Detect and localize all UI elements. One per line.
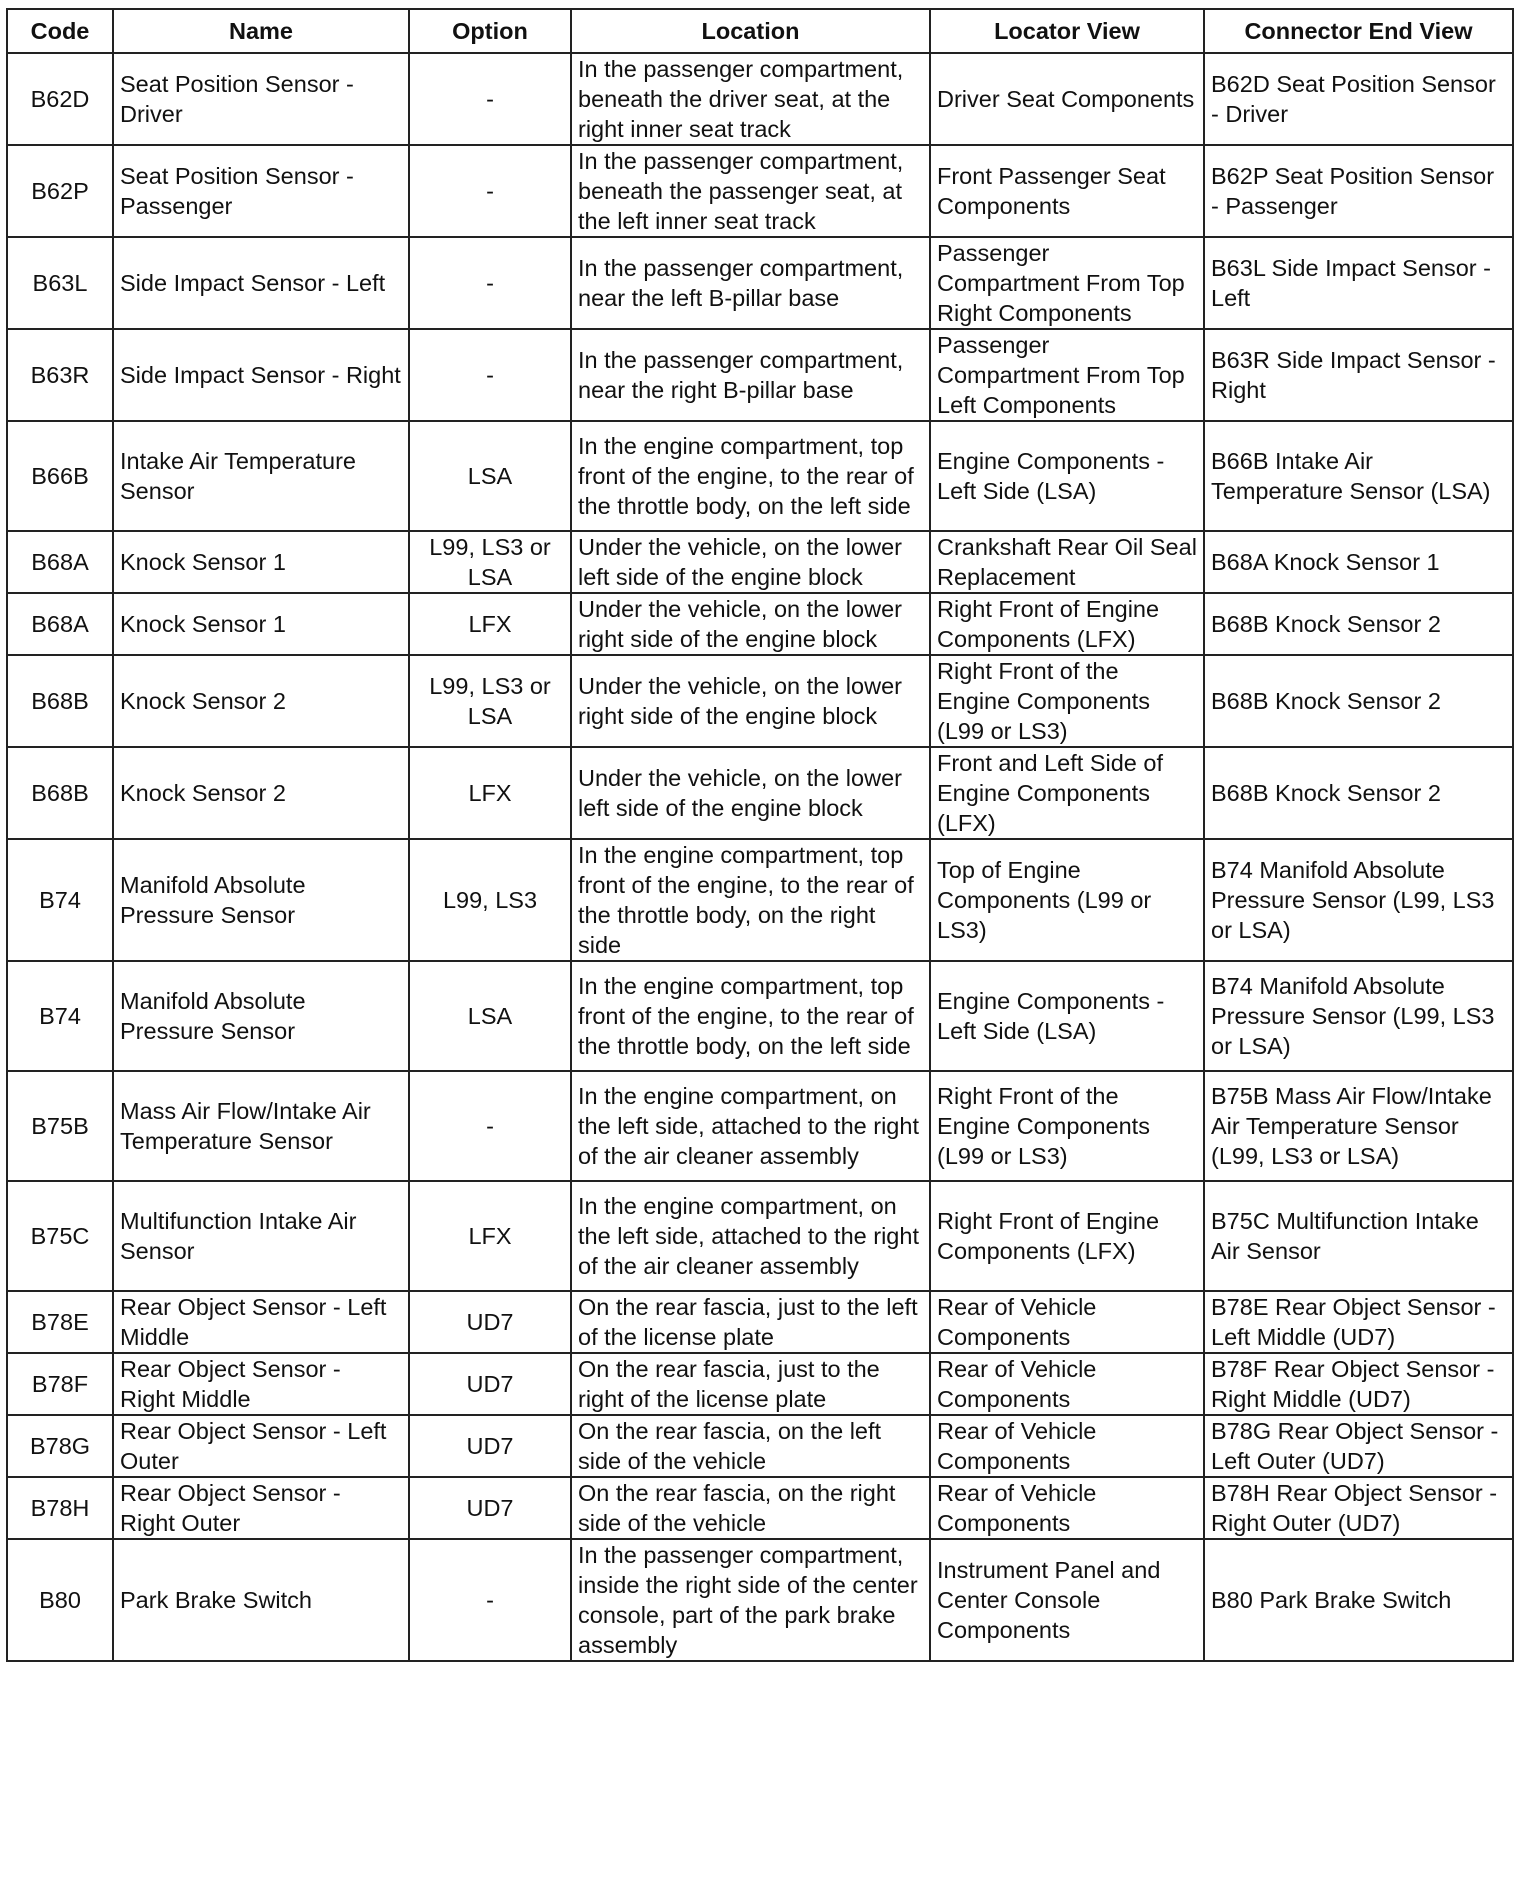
table-row (7, 1415, 1513, 1477)
code-cell: B74 (7, 839, 113, 961)
code-cell: B78H (7, 1477, 113, 1539)
name-cell: Side Impact Sensor - Left (113, 237, 409, 329)
header-code: Code (7, 9, 113, 53)
option-cell: UD7 (409, 1477, 571, 1539)
option-cell: - (409, 1071, 571, 1181)
name-cell: Seat Position Sensor - Driver (113, 53, 409, 145)
locator-view-cell: Front Passenger Seat Components (930, 145, 1204, 237)
code-cell: B63L (7, 237, 113, 329)
locator-view-cell: Front and Left Side of Engine Components (LFX) (930, 747, 1204, 839)
header-locator-view: Locator View (930, 9, 1204, 53)
table-row (7, 655, 1513, 747)
connector-end-view-cell: B62P Seat Position Sensor - Passenger (1204, 145, 1513, 237)
location-cell: In the engine compartment, top front of the engine, to the rear of the throttle body, on the right side (571, 839, 930, 961)
location-cell: In the engine compartment, top front of the engine, to the rear of the throttle body, on the left side (571, 421, 930, 531)
code-cell: B62P (7, 145, 113, 237)
option-cell: UD7 (409, 1291, 571, 1353)
locator-view-cell: Top of Engine Components (L99 or LS3) (930, 839, 1204, 961)
locator-view-cell: Passenger Compartment From Top Right Components (930, 237, 1204, 329)
code-cell: B80 (7, 1539, 113, 1661)
name-cell: Manifold Absolute Pressure Sensor (113, 839, 409, 961)
table-row (7, 1477, 1513, 1539)
option-cell: L99, LS3 or LSA (409, 531, 571, 593)
code-cell: B62D (7, 53, 113, 145)
code-cell: B68A (7, 593, 113, 655)
code-cell: B63R (7, 329, 113, 421)
locator-view-cell: Driver Seat Components (930, 53, 1204, 145)
option-cell: - (409, 1539, 571, 1661)
code-cell: B78F (7, 1353, 113, 1415)
location-cell: In the engine compartment, top front of the engine, to the rear of the throttle body, on the left side (571, 961, 930, 1071)
table-row (7, 1539, 1513, 1661)
connector-end-view-cell: B75B Mass Air Flow/Intake Air Temperature Sensor (L99, LS3 or LSA) (1204, 1071, 1513, 1181)
table-row (7, 1353, 1513, 1415)
connector-end-view-cell: B75C Multifunction Intake Air Sensor (1204, 1181, 1513, 1291)
name-cell: Knock Sensor 1 (113, 593, 409, 655)
name-cell: Park Brake Switch (113, 1539, 409, 1661)
location-cell: In the engine compartment, on the left side, attached to the right of the air cleaner assembly (571, 1071, 930, 1181)
locator-view-cell: Engine Components - Left Side (LSA) (930, 421, 1204, 531)
location-cell: On the rear fascia, just to the left of the license plate (571, 1291, 930, 1353)
table-row (7, 1181, 1513, 1291)
locator-view-cell: Rear of Vehicle Components (930, 1415, 1204, 1477)
header-location: Location (571, 9, 930, 53)
connector-end-view-cell: B62D Seat Position Sensor - Driver (1204, 53, 1513, 145)
table-row (7, 237, 1513, 329)
code-cell: B78E (7, 1291, 113, 1353)
table-row (7, 329, 1513, 421)
option-cell: LFX (409, 593, 571, 655)
option-cell: LFX (409, 1181, 571, 1291)
locator-view-cell: Engine Components - Left Side (LSA) (930, 961, 1204, 1071)
connector-end-view-cell: B68A Knock Sensor 1 (1204, 531, 1513, 593)
location-cell: On the rear fascia, on the left side of the vehicle (571, 1415, 930, 1477)
name-cell: Knock Sensor 2 (113, 655, 409, 747)
connector-end-view-cell: B68B Knock Sensor 2 (1204, 747, 1513, 839)
locator-view-cell: Right Front of the Engine Components (L99 or LS3) (930, 655, 1204, 747)
location-cell: Under the vehicle, on the lower left side of the engine block (571, 747, 930, 839)
code-cell: B68A (7, 531, 113, 593)
table-row (7, 839, 1513, 961)
locator-view-cell: Instrument Panel and Center Console Components (930, 1539, 1204, 1661)
header-connector-end-view: Connector End View (1204, 9, 1513, 53)
code-cell: B78G (7, 1415, 113, 1477)
option-cell: - (409, 237, 571, 329)
connector-end-view-cell: B74 Manifold Absolute Pressure Sensor (L99, LS3 or LSA) (1204, 839, 1513, 961)
header-name: Name (113, 9, 409, 53)
locator-view-cell: Rear of Vehicle Components (930, 1477, 1204, 1539)
locator-view-cell: Rear of Vehicle Components (930, 1353, 1204, 1415)
name-cell: Knock Sensor 1 (113, 531, 409, 593)
table-row (7, 1071, 1513, 1181)
header-row (7, 9, 1513, 53)
table-row (7, 1291, 1513, 1353)
name-cell: Rear Object Sensor - Left Outer (113, 1415, 409, 1477)
table-header (7, 9, 1513, 53)
table-row (7, 593, 1513, 655)
table-row (7, 531, 1513, 593)
component-locator-table (6, 8, 1514, 1662)
name-cell: Side Impact Sensor - Right (113, 329, 409, 421)
location-cell: In the passenger compartment, near the right B-pillar base (571, 329, 930, 421)
connector-end-view-cell: B78H Rear Object Sensor - Right Outer (UD7) (1204, 1477, 1513, 1539)
connector-end-view-cell: B63R Side Impact Sensor - Right (1204, 329, 1513, 421)
code-cell: B74 (7, 961, 113, 1071)
table-body (7, 53, 1513, 1661)
location-cell: In the passenger compartment, near the left B-pillar base (571, 237, 930, 329)
location-cell: On the rear fascia, on the right side of the vehicle (571, 1477, 930, 1539)
name-cell: Rear Object Sensor - Right Outer (113, 1477, 409, 1539)
table-row (7, 145, 1513, 237)
name-cell: Rear Object Sensor - Right Middle (113, 1353, 409, 1415)
connector-end-view-cell: B63L Side Impact Sensor - Left (1204, 237, 1513, 329)
option-cell: UD7 (409, 1353, 571, 1415)
location-cell: In the passenger compartment, inside the right side of the center console, part of the park brake assembly (571, 1539, 930, 1661)
location-cell: On the rear fascia, just to the right of the license plate (571, 1353, 930, 1415)
table-row (7, 747, 1513, 839)
locator-view-cell: Right Front of Engine Components (LFX) (930, 1181, 1204, 1291)
name-cell: Knock Sensor 2 (113, 747, 409, 839)
component-locator-table-wrapper (6, 8, 1514, 1662)
option-cell: L99, LS3 (409, 839, 571, 961)
name-cell: Multifunction Intake Air Sensor (113, 1181, 409, 1291)
locator-view-cell: Rear of Vehicle Components (930, 1291, 1204, 1353)
option-cell: - (409, 329, 571, 421)
name-cell: Seat Position Sensor - Passenger (113, 145, 409, 237)
name-cell: Intake Air Temperature Sensor (113, 421, 409, 531)
option-cell: L99, LS3 or LSA (409, 655, 571, 747)
locator-view-cell: Right Front of Engine Components (LFX) (930, 593, 1204, 655)
location-cell: Under the vehicle, on the lower right side of the engine block (571, 655, 930, 747)
code-cell: B66B (7, 421, 113, 531)
location-cell: In the engine compartment, on the left side, attached to the right of the air cleaner assembly (571, 1181, 930, 1291)
option-cell: LFX (409, 747, 571, 839)
code-cell: B75C (7, 1181, 113, 1291)
connector-end-view-cell: B80 Park Brake Switch (1204, 1539, 1513, 1661)
option-cell: - (409, 53, 571, 145)
table-row (7, 53, 1513, 145)
option-cell: UD7 (409, 1415, 571, 1477)
connector-end-view-cell: B66B Intake Air Temperature Sensor (LSA) (1204, 421, 1513, 531)
code-cell: B68B (7, 747, 113, 839)
name-cell: Manifold Absolute Pressure Sensor (113, 961, 409, 1071)
connector-end-view-cell: B68B Knock Sensor 2 (1204, 593, 1513, 655)
table-row (7, 961, 1513, 1071)
code-cell: B68B (7, 655, 113, 747)
locator-view-cell: Passenger Compartment From Top Left Components (930, 329, 1204, 421)
connector-end-view-cell: B78F Rear Object Sensor - Right Middle (UD7) (1204, 1353, 1513, 1415)
option-cell: - (409, 145, 571, 237)
connector-end-view-cell: B78E Rear Object Sensor - Left Middle (UD7) (1204, 1291, 1513, 1353)
connector-end-view-cell: B78G Rear Object Sensor - Left Outer (UD7) (1204, 1415, 1513, 1477)
location-cell: Under the vehicle, on the lower left side of the engine block (571, 531, 930, 593)
locator-view-cell: Right Front of the Engine Components (L99 or LS3) (930, 1071, 1204, 1181)
location-cell: Under the vehicle, on the lower right side of the engine block (571, 593, 930, 655)
option-cell: LSA (409, 961, 571, 1071)
location-cell: In the passenger compartment, beneath the passenger seat, at the left inner seat track (571, 145, 930, 237)
option-cell: LSA (409, 421, 571, 531)
name-cell: Rear Object Sensor - Left Middle (113, 1291, 409, 1353)
code-cell: B75B (7, 1071, 113, 1181)
header-option: Option (409, 9, 571, 53)
location-cell: In the passenger compartment, beneath the driver seat, at the right inner seat track (571, 53, 930, 145)
locator-view-cell: Crankshaft Rear Oil Seal Replacement (930, 531, 1204, 593)
connector-end-view-cell: B74 Manifold Absolute Pressure Sensor (L99, LS3 or LSA) (1204, 961, 1513, 1071)
connector-end-view-cell: B68B Knock Sensor 2 (1204, 655, 1513, 747)
table-row (7, 421, 1513, 531)
name-cell: Mass Air Flow/Intake Air Temperature Sensor (113, 1071, 409, 1181)
